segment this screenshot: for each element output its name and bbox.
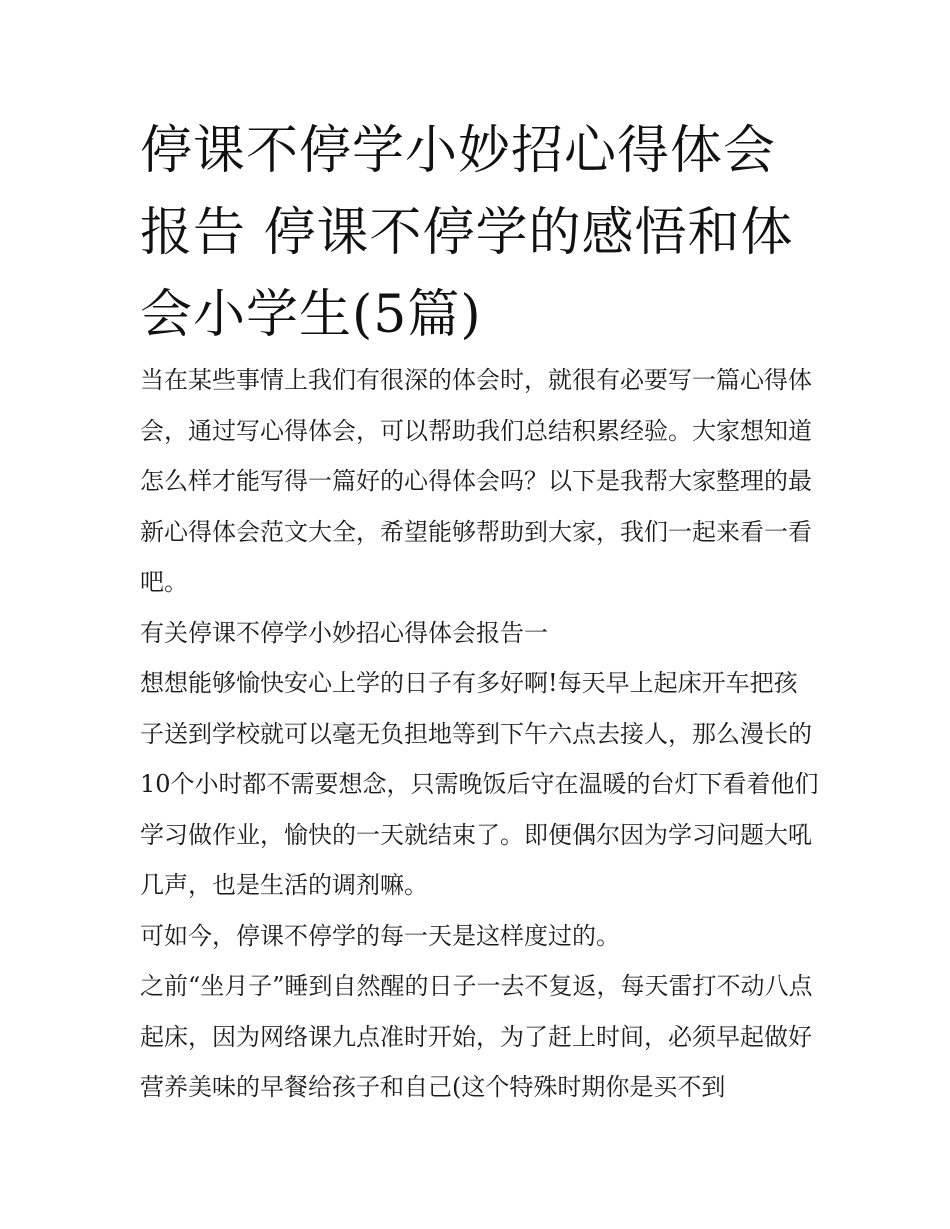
document-body <box>140 355 820 1113</box>
body-paragraph: 之前“坐月子”睡到自然醒的日子一去不复返，每天雷打不动八点起床，因为网络课九点准时开始，为了赶上时间，必须早起做好营养美味的早餐给孩子和自己(这个特殊时期你是买不到 <box>140 972 813 1101</box>
body-paragraph: 想想能够愉快安心上学的日子有多好啊!每天早上起床开车把孩子送到学校就可以毫无负担地等到下午六点去接人，那么漫长的10个小时都不需要想念，只需晚饭后守在温暖的台灯下看着他们学习做作业，愉快的一天就结束了。即便偶尔因为学习问题大吼几声，也是生活的调剂嘛。 <box>140 669 819 899</box>
body-paragraph: 可如今，停课不停学的每一天是这样度过的。 <box>140 921 620 950</box>
section-heading: 有关停课不停学小妙招心得体会报告一 <box>140 618 548 647</box>
intro-paragraph: 当在某些事情上我们有很深的体会时，就很有必要写一篇心得体会，通过写心得体会，可以帮助我们总结积累经验。大家想知道怎么样才能写得一篇好的心得体会吗？以下是我帮大家整理的最新心得体会范文大全，希望能够帮助到大家，我们一起来看一看吧。 <box>140 366 812 596</box>
document-title: 停课不停学小妙招心得体会报告 停课不停学的感悟和体会小学生(5篇) <box>140 121 794 345</box>
